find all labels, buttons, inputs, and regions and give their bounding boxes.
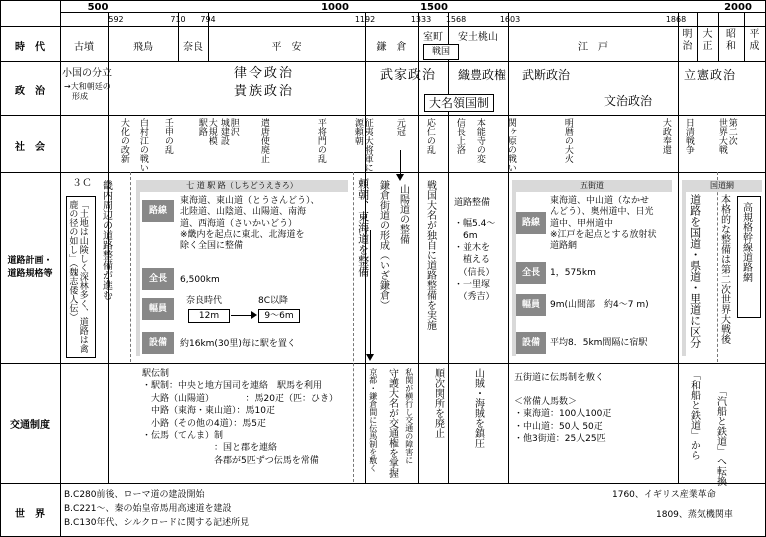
road-shokuho-text: ・幅5.4〜 6m ・並木を 植える （信長） ・一里塚 （秀吉） — [454, 219, 496, 302]
society-genko: 元冠 — [394, 118, 405, 136]
ekiro-fuku-arrow-head — [251, 311, 257, 319]
society-meireki: 明暦の大火 — [562, 118, 573, 163]
road-sengoku-daimyo: 戦国大名が独自に道路整備を実施 — [424, 180, 436, 330]
politics-small-states: 小国の分立 — [62, 68, 112, 79]
traffic-sekisho: 順次関所を廃止 — [432, 368, 444, 438]
world-rome: B.C280前後、ローマ道の建設開始 — [64, 490, 205, 500]
world-steam: 1809、蒸気機関車 — [656, 510, 733, 520]
era-heisei: 平 成 — [749, 29, 760, 52]
dash-yoritomo — [353, 172, 354, 482]
year-1000: 1000 — [321, 2, 349, 13]
year-592: 592 — [108, 15, 124, 24]
ekiro-side-bar — [136, 192, 140, 356]
world-qin: B.C221～、秦の始皇帝馬用高速道を建設 — [64, 504, 232, 514]
politics-yamato: →大和朝廷の 形成 — [64, 82, 111, 101]
ekiro-fuku-arrow-line — [231, 315, 253, 316]
era-nara: 奈良 — [183, 42, 203, 53]
row-label-traffic: 交通制度 — [10, 420, 50, 431]
society-honnoji: 本能寺の変 — [474, 118, 485, 163]
politics-bunchi: 文治政治 — [604, 94, 653, 108]
year-1500: 1500 — [420, 2, 448, 13]
year-1192: 1192 — [354, 15, 376, 24]
society-nisshin: 日清戦争 — [683, 118, 694, 154]
ekiro-rosen-text: 東海道、東山道（とうさんどう）、 北陸道、山陰道、山陽道、南海 道、西海道（さいかいどう） ※畿内を起点に東北、北海道を 除く全国に整備 — [180, 196, 320, 251]
div-1868 — [678, 12, 679, 483]
politics-rikken: 立憲政治 — [684, 68, 737, 82]
traffic-wasen: 「和船と鉄道」から — [688, 370, 700, 460]
road-yoritomo-tokaido: 頼朝、東海道を整備 — [356, 178, 370, 277]
era-taisho: 大 正 — [702, 29, 713, 52]
dash-taika — [130, 172, 131, 362]
society-ww2: 第二次 世界大戦 — [716, 118, 737, 154]
politics-daimyo: 大名領国制 — [424, 94, 494, 112]
road-kinai: 畿内周辺の道路整備が進む — [100, 180, 112, 300]
society-masakado: 平将門の乱 — [315, 118, 326, 163]
kokudo-kokikaku: 高規格幹線道路網 — [740, 202, 752, 282]
gokaido-fukuin-label: 幅員 — [516, 294, 546, 316]
society-isawa: 胆沢 城建設 — [218, 118, 239, 145]
gokaido-rosen-text: 東海道、中山道（なかせ んどう）、奥州道中、日光 道中、甲州道中 ※江戸を起点とする放射状 道路網 — [550, 196, 657, 251]
road-shokuho-title: 道路整備 — [454, 198, 491, 208]
traffic-ekiden: 駅伝制 ・駅制：中央と地方国司を連絡 駅馬を利用 大路（山陽道） ：馬20疋（匹：ひき） 中路（東海・東山道）：馬10疋 小路（その他の4道）：馬5疋 ・伝馬（てんま）制 ：国と郡を連絡 各郡が5匹ずつ伝馬を常備 — [142, 369, 338, 466]
year-2000: 2000 — [724, 2, 752, 13]
border-top — [0, 0, 766, 1]
traffic-kamakura-tenma: 京都・鎌倉間に伝馬制を敷く — [368, 368, 378, 472]
era-muromachi: 室町 — [423, 32, 443, 43]
ekiro-title: 七 道 駅 路（しちどうえきろ） — [186, 181, 298, 190]
traffic-shiseki: 私関が横行し交通の障害に — [404, 368, 414, 464]
gokaido-rosen-label: 路線 — [516, 212, 546, 234]
row-div-5 — [0, 363, 766, 364]
kokudo-sengo: 本格的な整備は第二次世界大戦後 — [718, 194, 730, 344]
ekiro-fukuin-label: 幅員 — [142, 298, 174, 320]
politics-ritsuryo: 律令政治 — [234, 66, 295, 81]
society-kentoshi: 遣唐使廃止 — [258, 118, 269, 163]
politics-kizoku: 貴族政治 — [234, 84, 295, 99]
row-label-world: 世 界 — [15, 509, 45, 520]
era-asuka: 飛鳥 — [133, 42, 153, 53]
genko-arrow-head — [396, 174, 404, 181]
ekiro-fuku-12m: 12m — [188, 309, 230, 323]
row-div-2 — [0, 61, 766, 62]
ekiro-setsubi-label: 設備 — [142, 332, 174, 354]
gokaido-zencho-text: 1，575km — [550, 268, 596, 278]
gokaido-zencho-label: 全長 — [516, 262, 546, 284]
kamakura-arrow-line — [370, 230, 371, 356]
gokaido-fukuin-text: 9m(山間部 約4〜7 m) — [550, 300, 649, 310]
div-1568 — [448, 12, 449, 483]
traffic-shugo: 守護大名が交通権を掌握 — [386, 368, 398, 478]
road-3c: ３Ｃ — [72, 178, 92, 189]
society-sekigahara: 関ヶ原の戦い — [505, 118, 516, 172]
row-div-1 — [0, 26, 766, 27]
div-1603 — [508, 12, 509, 483]
genko-arrow-line — [400, 150, 401, 176]
year-500: 500 — [87, 2, 109, 13]
politics-budan: 武断政治 — [522, 68, 571, 82]
traffic-gokaido-tenma: 五街道に伝馬制を敷く ＜常備人馬数＞ ・東海道：100人100疋 ・中山道：50人 50疋 ・他3街道：25人25匹 — [514, 373, 612, 444]
timeline-axis — [60, 12, 766, 13]
year-1603: 1603 — [499, 15, 521, 24]
gokaido-setsubi-text: 平均8．5km間隔に宿駅 — [550, 338, 648, 348]
era-azuchi: 安土桃山 — [458, 32, 498, 43]
traffic-kisen: 「汽船と鉄道」へ転換 — [714, 386, 726, 486]
year-794: 794 — [200, 15, 216, 24]
kokudo-kubun: 道路を国道・県道・里道に区分 — [688, 194, 702, 348]
gokaido-title: 五街道 — [580, 181, 604, 190]
road-kamakura-kaido: 鎌倉街道の形成（いざ鎌倉） — [377, 180, 389, 310]
row-div-4 — [0, 172, 766, 173]
society-onin: 応仁の乱 — [424, 118, 435, 154]
era-kamakura: 鎌 倉 — [376, 42, 407, 53]
ekiro-setsubi-text: 約16km(30里)毎に駅を置く — [180, 339, 296, 349]
society-nobunaga: 信長上洛 — [454, 118, 465, 154]
society-yoritomo: 征夷大将軍に 源頼朝 — [352, 118, 373, 172]
year-710: 710 — [170, 15, 186, 24]
world-industrial: 1760、イギリス産業革命 — [612, 490, 716, 500]
era-sengoku: 戦国 — [423, 44, 459, 60]
society-hakusonko: 白村江の戦い — [137, 118, 148, 172]
ekiro-fuku-9m: 9〜6m — [258, 309, 300, 323]
row-label-road: 道路計画・ 道路規格等 — [7, 256, 53, 279]
era-kofun: 古墳 — [74, 42, 94, 53]
traffic-sanzoku: 山賊・海賊を鎮圧 — [472, 368, 484, 448]
row-label-society: 社 会 — [15, 142, 45, 153]
society-taika: 大化の改新 — [118, 118, 129, 163]
world-silkroad: B.C130年代、シルクロードに関する記述所見 — [64, 518, 250, 528]
ekiro-zencho-text: 6,500km — [180, 275, 220, 285]
society-jinshin: 壬申の乱 — [162, 118, 173, 154]
ekiro-fuku-nara: 奈良時代 — [186, 296, 223, 306]
era-showa: 昭 和 — [726, 29, 736, 52]
era-meiji: 明 治 — [682, 29, 693, 52]
gokaido-setsubi-label: 設備 — [516, 332, 546, 354]
politics-buke: 武家政治 — [380, 68, 437, 83]
politics-shokuho: 織豊政権 — [458, 68, 507, 82]
ekiro-rosen-label: 路線 — [142, 200, 174, 222]
road-quote: 「土地は山険しく深林多く、道路は禽鹿の径の如し」（魏志倭人伝） — [67, 200, 88, 353]
row-label-era: 時 代 — [15, 42, 45, 53]
society-taisei: 大政奉還 — [660, 118, 671, 154]
kokudo-title: 国道網 — [710, 181, 734, 190]
year-1333: 1333 — [410, 15, 432, 24]
era-edo: 江 戸 — [578, 42, 608, 53]
road-sanyo: 山陽道の整備 — [397, 184, 409, 244]
row-div-6 — [0, 483, 766, 484]
ekiro-zencho-label: 全長 — [142, 268, 174, 290]
row-label-politics: 政 治 — [15, 86, 45, 97]
year-1568: 1568 — [445, 15, 467, 24]
year-1868: 1868 — [665, 15, 687, 24]
label-divider — [60, 0, 61, 537]
ekiro-fuku-8c: 8C以降 — [258, 296, 289, 306]
kamakura-arrow-head — [366, 354, 374, 361]
kokudo-side-bar — [682, 192, 686, 356]
row-div-3 — [0, 115, 766, 116]
society-ekiro: 大規模 駅路 — [196, 118, 217, 145]
era-heian: 平 安 — [271, 42, 302, 53]
